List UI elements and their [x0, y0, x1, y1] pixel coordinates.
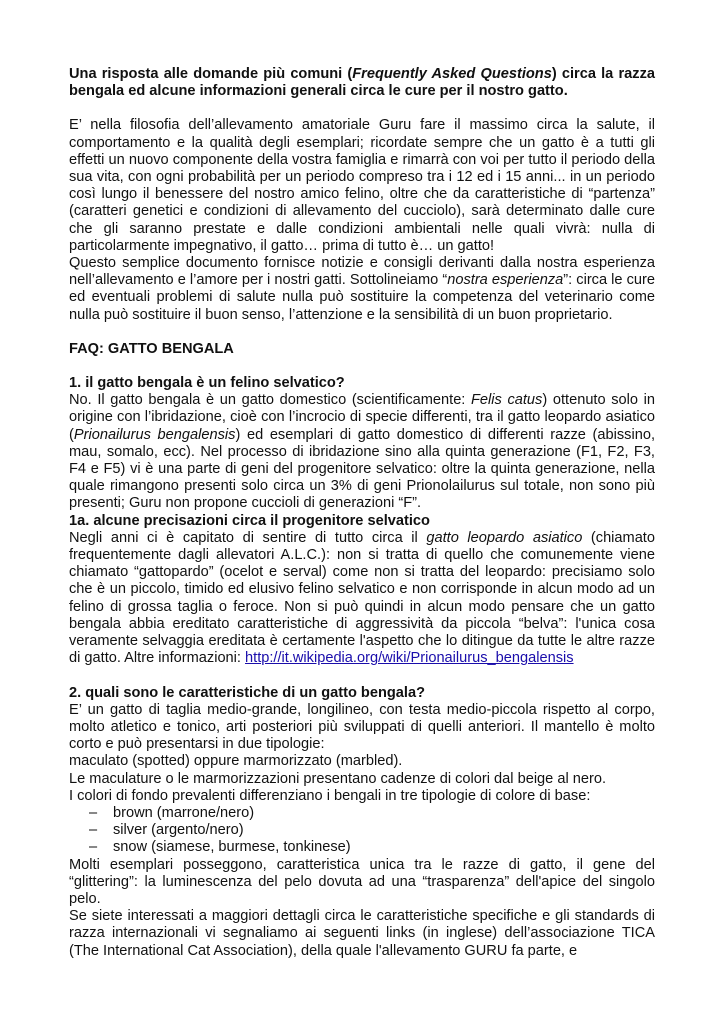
p2-text-c: ”: circa le cure ed eventuali problemi di salute nulla può sostituire la competenza del veterinario come nulla può sostituire il buon senso, l’attenzione e la sensibilità di un buon proprietario.: [69, 272, 656, 323]
document-page: [69, 66, 655, 960]
list-item: [69, 805, 655, 822]
intro-text-c: ) circa la razza bengala ed alcune informazioni generali circa le cure per il nostro gatto.: [69, 66, 655, 100]
answer-2-glittering: Molti esemplari posseggono, caratteristica unica tra le razze di gatto, il gene del “glittering”: la luminescenza del pelo dovuta ad una “trasparenza” dell'apice del singolo pelo.: [69, 856, 655, 907]
intro-heading: [69, 66, 655, 100]
faq-title: FAQ: GATTO BENGALA: [69, 340, 234, 357]
color-list: [69, 805, 655, 857]
question-2-title: 2. quali sono le caratteristiche di un gatto bengala?: [69, 684, 425, 701]
list-dash: –: [89, 839, 98, 856]
answer-1: [69, 392, 655, 512]
wikipedia-link[interactable]: http://it.wikipedia.org/wiki/Prionailurus_bengalensis: [245, 650, 574, 667]
answer-2-links-intro: Se siete interessati a maggiori dettagli circa le caratteristiche specifiche e gli standards di razza internazionali vi segnaliamo ai seguenti links (in inglese) dell’associazione TICA (The International Cat Association), della quale l'allevamento GURU fa parte, e: [69, 908, 655, 959]
answer-1-a: No. Il gatto bengala è un gatto domestico (scientificamente:: [69, 392, 472, 409]
answer-1-e: ) ed esemplari di gatto domestico di differenti razze (abissino, mau, somalo, ecc). Nel processo di ibridazione sino alla quinta generazione (F1, F2, F3, F4 e F5) vi è una parte di geni del progenitore selvatico: oltre la quinta generazione, nella quale rimangono presenti solo circa un 3% di geni Prionolailurus sul totale, non sono più presenti; Guru non propone cuccioli di generazioni “F”.: [69, 426, 656, 512]
answer-1-c: ) ottenuto solo in origine con l’ibridazione, cioè con l’incrocio di specie differenti, tra il gatto leopardo asiatico (: [69, 392, 656, 443]
p2-text-italic: nostra esperienza: [447, 272, 564, 289]
question-1-title: 1. il gatto bengala è un felino selvatico?: [69, 375, 345, 392]
question-1a-title: 1a. alcune precisazioni circa il progenitore selvatico: [69, 512, 430, 529]
answer-1a: [69, 530, 655, 668]
paragraph-philosophy: E’ nella filosofia dell’allevamento amatoriale Guru fare il massimo circa la salute, il comportamento e la qualità degli esemplari; ricordate sempre che un gatto è a tutti gli effetti un nuovo componente della vostra famiglia e rimarrà con voi per tutto il periodo della sua vita, con ogni probabilità per un periodo compreso tra i 12 ed i 15 anni... in un periodo così lungo il benessere del nostro amico felino, oltre che da caratteristiche di “partenza” (caratteri genetici e condizioni di allevamento del cucciolo), sarà determinato dalle cure che gli saranno prestate e dalle condizioni ambientali nelle quali vivrà: nulla di particolarmente impegnativo, il gatto… prima di tutto è… un gatto!: [69, 117, 655, 254]
answer-2-colors-intro: I colori di fondo prevalenti differenziano i bengali in tre tipologie di colore di base:: [69, 787, 591, 804]
intro-text-a: Una risposta alle domande più comuni (: [69, 66, 353, 82]
answer-1a-italic-b: gatto leopardo asiatico: [426, 529, 583, 546]
list-item-text: brown (marrone/nero): [113, 804, 255, 821]
p2-text-a: Questo semplice documento fornisce notizie e consigli derivanti dalla nostra esperienza nell’allevamento e l’amore per i nostri gatti. Sottolineiamo “: [69, 255, 655, 289]
list-item-text: snow (siamese, burmese, tonkinese): [113, 839, 351, 856]
list-item-text: silver (argento/nero): [113, 822, 244, 839]
answer-1a-c: (chiamato frequentemente dagli allevatori A.L.C.): non si tratta di quello che comunemente viene chiamato “gattopardo” (ocelot e serval) come non si tratta del leopardo: precisiamo solo che è un piccolo, timido ed elusivo felino selvatico e non corrisponde in alcun modo ad un felino di grossa taglia o feroce. Non si può quindi in alcun modo pensare che un gatto bengala abbia ereditato caratteristiche di aggressività da piccola “belva”: l'unica cosa veramente selvaggia ereditata è certamente l'aspetto che lo ditingue da tutte le altre razze di gatto. Altre informazioni:: [69, 529, 655, 667]
list-dash: –: [89, 804, 98, 821]
list-item: [69, 839, 655, 856]
answer-1a-a: Negli anni ci è capitato di sentire di tutto circa il: [69, 529, 427, 546]
paragraph-experience: [69, 255, 655, 324]
answer-1-italic-b: Felis catus: [471, 392, 543, 409]
list-item: [69, 822, 655, 839]
list-dash: –: [89, 822, 98, 839]
intro-text-italic: Frequently Asked Questions: [352, 66, 552, 82]
answer-1-italic-d: Prionailurus bengalensis: [73, 426, 236, 443]
answer-2-markings: Le maculature o le marmorizzazioni presentano cadenze di colori dal beige al nero.: [69, 770, 607, 787]
answer-2-body: E’ un gatto di taglia medio-grande, longilineo, con testa medio-piccola rispetto al corpo, molto atletico e tonico, arti posteriori più sviluppati di quelli anteriori. Il mantello è molto corto e può presentarsi in due tipologie:: [69, 701, 655, 753]
answer-2-coat-types: maculato (spotted) oppure marmorizzato (marbled).: [69, 753, 403, 770]
